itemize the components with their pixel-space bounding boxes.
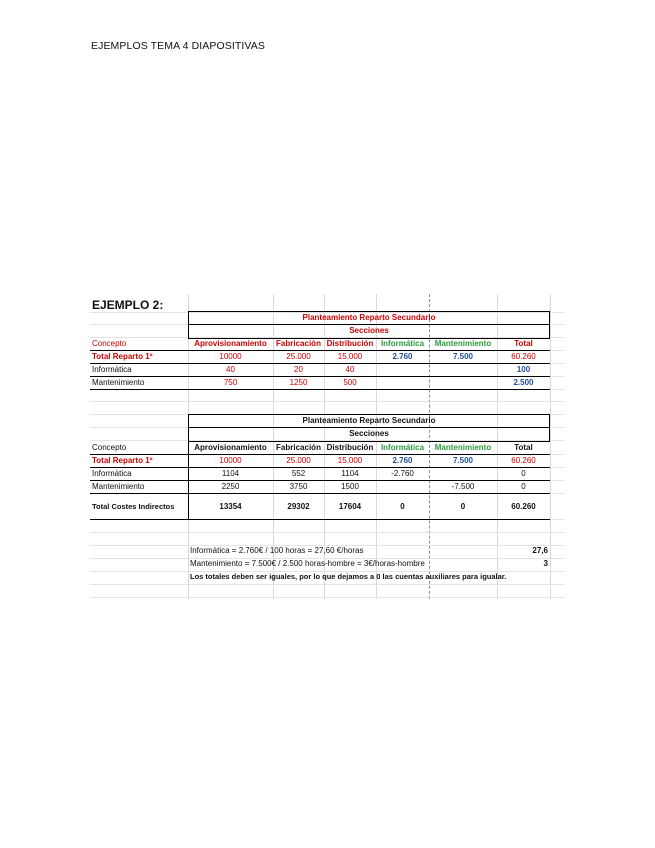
table-cell: 60.260 <box>511 502 536 511</box>
divider <box>90 389 550 390</box>
note-mantenimiento-rate: Mantenimiento = 7.500€ / 2.500 horas-hombre = 3€/horas-hombre <box>190 559 425 568</box>
spreadsheet-example-2 <box>90 294 564 599</box>
table-cell: 2.760 <box>392 352 413 361</box>
table-cell: 13354 <box>219 502 242 511</box>
gridline <box>90 597 564 598</box>
column-header-aprovisionamiento: Aprovisionamiento <box>194 339 267 348</box>
table-cell: 60.260 <box>511 352 536 361</box>
table-2-heading: Planteamiento Reparto Secundario <box>302 416 436 425</box>
table-cell: 1104 <box>341 469 359 478</box>
table-cell: 552 <box>291 469 306 478</box>
table-cell: -7.500 <box>451 482 475 491</box>
column-header-concepto: Concepto <box>92 339 127 348</box>
table-cell: 2.760 <box>392 456 413 465</box>
column-header-informatica: Informática <box>380 443 425 452</box>
document-header: EJEMPLOS TEMA 4 DIAPOSITIVAS <box>91 40 265 52</box>
table-cell: 29302 <box>287 502 310 511</box>
row-label-mantenimiento: Mantenimiento <box>92 378 145 387</box>
gridline <box>90 401 564 402</box>
column-header-fabricacion: Fabricación <box>276 339 321 348</box>
column-header-aprovisionamiento: Aprovisionamiento <box>194 443 267 452</box>
table-cell: 15.000 <box>337 352 363 361</box>
example-title: EJEMPLO 2: <box>92 298 164 312</box>
table-1-subheading: Secciones <box>349 326 389 335</box>
column-header-distribucion: Distribución <box>326 443 374 452</box>
table-cell: -2.760 <box>391 469 414 478</box>
column-header-mantenimiento: Mantenimiento <box>434 339 492 348</box>
table-cell: 7.500 <box>452 352 474 361</box>
table-cell: 0 <box>400 502 405 511</box>
table-cell: 0 <box>521 469 526 478</box>
table-1-heading: Planteamiento Reparto Secundario <box>302 313 436 322</box>
table-cell: 25.000 <box>286 456 311 465</box>
column-header-informatica: Informática <box>380 339 425 348</box>
table-cell: 40 <box>226 365 235 374</box>
table-cell: 3750 <box>289 482 308 491</box>
table-cell: 500 <box>343 378 357 387</box>
note-informatica-rate: Informática = 2.760€ / 100 horas = 27,60 €/horas <box>190 546 364 555</box>
note-mantenimiento-value: 3 <box>543 559 548 568</box>
note-informatica-value: 27,6 <box>532 546 548 555</box>
column-header-total: Total <box>514 443 533 452</box>
divider <box>90 493 550 494</box>
table-cell: 0 <box>460 502 466 511</box>
row-label-mantenimiento: Mantenimiento <box>92 482 145 491</box>
table-cell: 0 <box>521 482 526 491</box>
column-header-fabricacion: Fabricación <box>276 443 321 452</box>
gridline <box>90 532 564 533</box>
note-conclusion: Los totales deben ser iguales, por lo que dejamos a 0 las cuentas auxiliares para igualar. <box>190 572 507 581</box>
divider <box>90 519 550 520</box>
table-cell: 10000 <box>219 456 242 465</box>
column-header-concepto: Concepto <box>92 443 127 452</box>
table-cell: 40 <box>345 365 355 374</box>
column-header-distribucion: Distribución <box>326 339 374 348</box>
table-cell: 1250 <box>289 378 308 387</box>
row-label-informatica: Informática <box>92 469 132 478</box>
row-label-total-reparto: Total Reparto 1º <box>92 456 153 465</box>
column-header-total: Total <box>514 339 533 348</box>
row-label-informatica: Informática <box>92 365 132 374</box>
table-cell: 1500 <box>341 482 359 491</box>
column-header-mantenimiento: Mantenimiento <box>434 443 492 452</box>
gridline <box>550 294 551 599</box>
table-cell: 1104 <box>221 469 240 478</box>
row-label-total-reparto: Total Reparto 1º <box>92 352 153 361</box>
row-label-total-costes: Total Costes Indirectos <box>92 502 175 511</box>
table-cell: 2250 <box>221 482 240 491</box>
table-cell: 100 <box>516 365 531 374</box>
table-cell: 15.000 <box>337 456 363 465</box>
table-2-subheading: Secciones <box>349 429 389 438</box>
table-cell: 60.260 <box>511 456 536 465</box>
table-cell: 750 <box>223 378 238 387</box>
table-cell: 17604 <box>338 502 362 511</box>
table-cell: 2.500 <box>513 378 534 387</box>
table-cell: 10000 <box>219 352 242 361</box>
table-cell: 25.000 <box>286 352 311 361</box>
table-cell: 7.500 <box>452 456 474 465</box>
gridline <box>90 584 564 585</box>
table-cell: 20 <box>294 365 303 374</box>
